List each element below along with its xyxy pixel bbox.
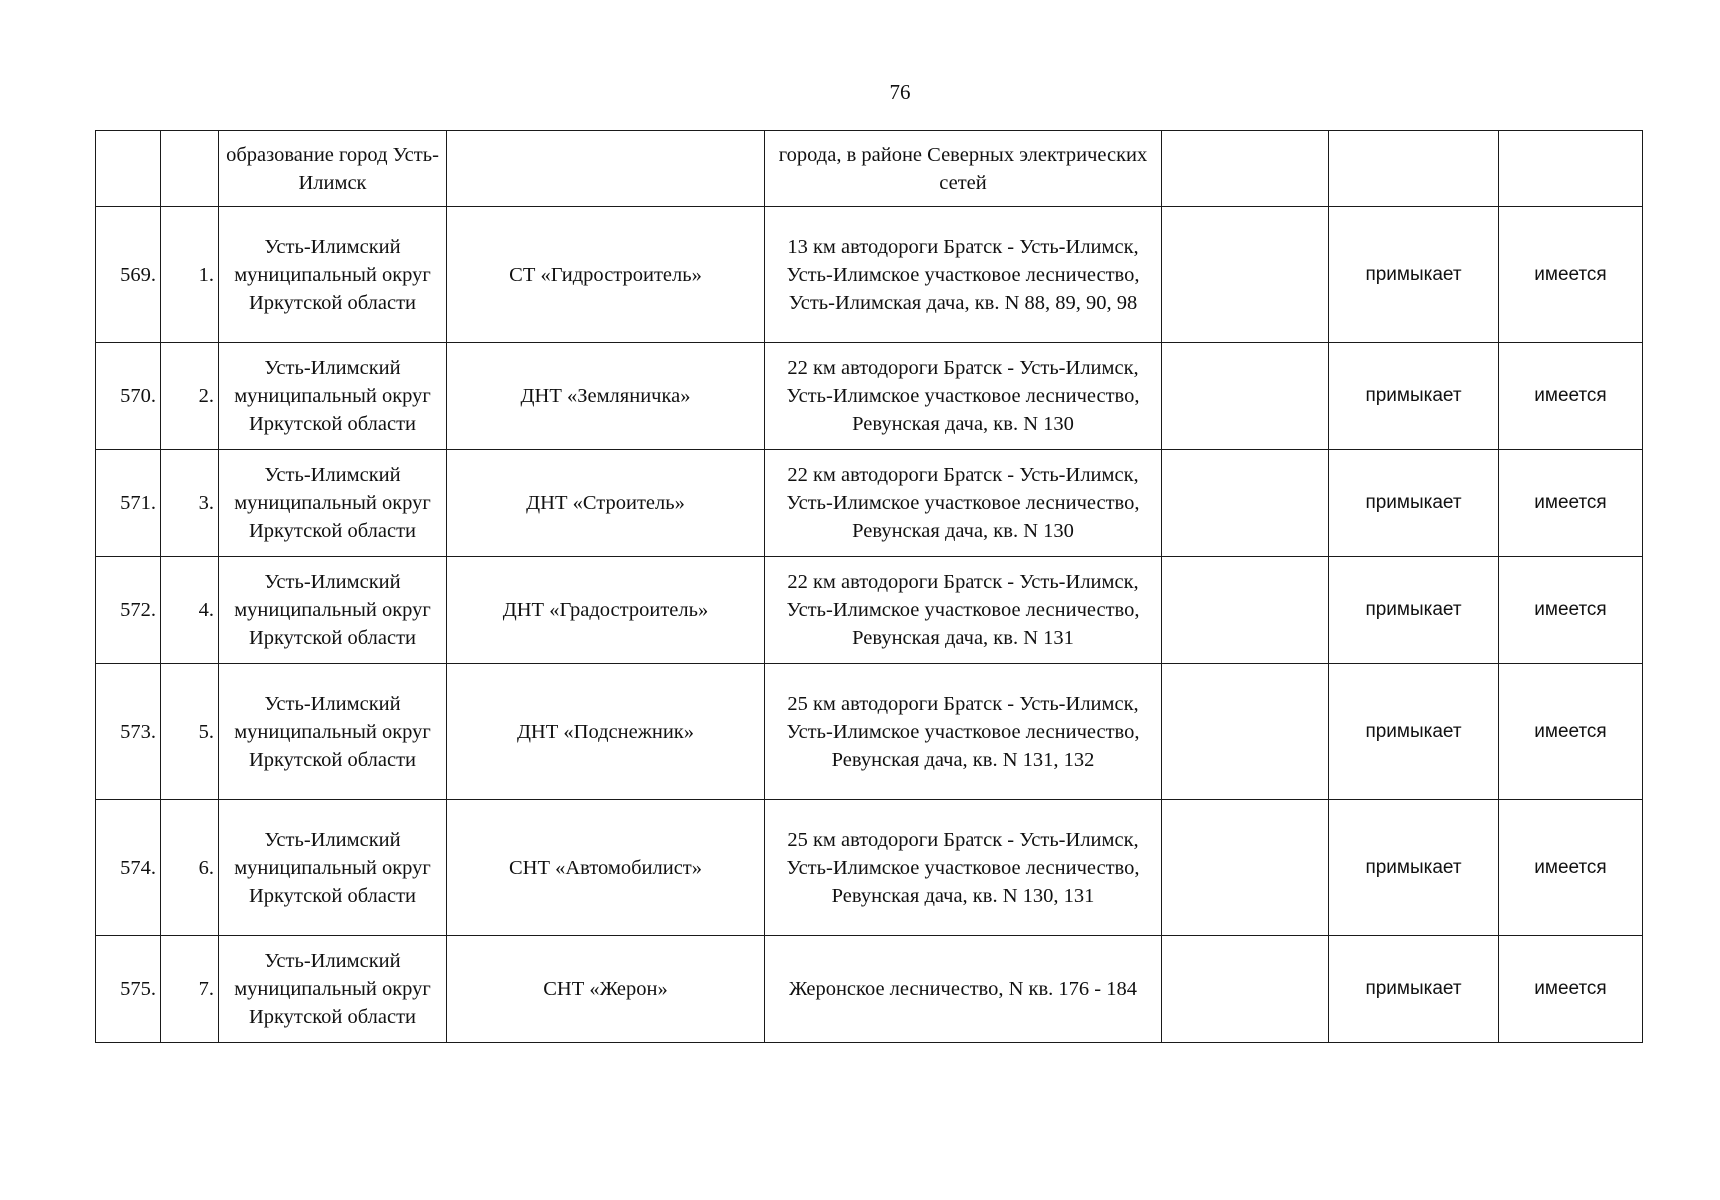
page-number: 76 <box>889 80 911 104</box>
continuation-row <box>96 131 1643 207</box>
cell-availability: имеется <box>1499 664 1643 800</box>
cell-availability: имеется <box>1499 450 1643 557</box>
cell-extra <box>1162 450 1329 557</box>
cell-num: 574. <box>96 800 161 936</box>
cell-extra <box>1162 343 1329 450</box>
cell-sub <box>161 131 219 207</box>
cell-status: примыкает <box>1329 207 1499 343</box>
cell-organization <box>447 131 765 207</box>
cell-status: примыкает <box>1329 450 1499 557</box>
cell-extra <box>1162 207 1329 343</box>
cell-organization: ДНТ «Подснежник» <box>447 664 765 800</box>
table-row <box>96 936 1643 1043</box>
cell-municipality: Усть-Илимский муниципальный округ Иркутской области <box>219 557 447 664</box>
cell-sub: 2. <box>161 343 219 450</box>
cell-location: 22 км автодороги Братск - Усть-Илимск, Усть-Илимское участковое лесничество, Ревунская дача, кв. N 130 <box>765 343 1162 450</box>
cell-availability: имеется <box>1499 557 1643 664</box>
cell-location: 25 км автодороги Братск - Усть-Илимск, Усть-Илимское участковое лесничество, Ревунская дача, кв. N 130, 131 <box>765 800 1162 936</box>
cell-availability: имеется <box>1499 207 1643 343</box>
cell-availability: имеется <box>1499 800 1643 936</box>
cell-organization: ДНТ «Градостроитель» <box>447 557 765 664</box>
cell-num <box>96 131 161 207</box>
cell-sub: 3. <box>161 450 219 557</box>
table-body <box>96 131 1643 1043</box>
cell-sub: 1. <box>161 207 219 343</box>
cell-num: 569. <box>96 207 161 343</box>
cell-location: 22 км автодороги Братск - Усть-Илимск, Усть-Илимское участковое лесничество, Ревунская дача, кв. N 131 <box>765 557 1162 664</box>
cell-status: примыкает <box>1329 664 1499 800</box>
cell-municipality: Усть-Илимский муниципальный округ Иркутской области <box>219 936 447 1043</box>
cell-organization: СНТ «Жерон» <box>447 936 765 1043</box>
cell-extra <box>1162 557 1329 664</box>
cell-organization: СНТ «Автомобилист» <box>447 800 765 936</box>
table-row <box>96 450 1643 557</box>
cell-municipality: Усть-Илимский муниципальный округ Иркутской области <box>219 664 447 800</box>
cell-municipality: Усть-Илимский муниципальный округ Иркутской области <box>219 343 447 450</box>
cell-sub: 7. <box>161 936 219 1043</box>
cell-sub: 4. <box>161 557 219 664</box>
table-row <box>96 343 1643 450</box>
settlements-table <box>95 130 1643 1043</box>
cell-location: 22 км автодороги Братск - Усть-Илимск, Усть-Илимское участковое лесничество, Ревунская дача, кв. N 130 <box>765 450 1162 557</box>
cell-num: 575. <box>96 936 161 1043</box>
cell-extra <box>1162 131 1329 207</box>
cell-num: 572. <box>96 557 161 664</box>
cell-organization: СТ «Гидростроитель» <box>447 207 765 343</box>
cell-status: примыкает <box>1329 557 1499 664</box>
cell-municipality: Усть-Илимский муниципальный округ Иркутской области <box>219 800 447 936</box>
cell-extra <box>1162 664 1329 800</box>
cell-sub: 6. <box>161 800 219 936</box>
cell-status <box>1329 131 1499 207</box>
cell-location: 25 км автодороги Братск - Усть-Илимск, Усть-Илимское участковое лесничество, Ревунская дача, кв. N 131, 132 <box>765 664 1162 800</box>
cell-status: примыкает <box>1329 800 1499 936</box>
table-row <box>96 557 1643 664</box>
cell-municipality: образование город Усть-Илимск <box>219 131 447 207</box>
cell-location: 13 км автодороги Братск - Усть-Илимск, Усть-Илимское участковое лесничество, Усть-Илимская дача, кв. N 88, 89, 90, 98 <box>765 207 1162 343</box>
table-row <box>96 207 1643 343</box>
cell-extra <box>1162 936 1329 1043</box>
table-row <box>96 800 1643 936</box>
cell-sub: 5. <box>161 664 219 800</box>
cell-num: 571. <box>96 450 161 557</box>
cell-municipality: Усть-Илимский муниципальный округ Иркутской области <box>219 207 447 343</box>
cell-num: 570. <box>96 343 161 450</box>
cell-status: примыкает <box>1329 936 1499 1043</box>
cell-availability: имеется <box>1499 936 1643 1043</box>
cell-organization: ДНТ «Земляничка» <box>447 343 765 450</box>
cell-location: Жеронское лесничество, N кв. 176 - 184 <box>765 936 1162 1043</box>
table-row <box>96 664 1643 800</box>
cell-num: 573. <box>96 664 161 800</box>
cell-availability <box>1499 131 1643 207</box>
cell-organization: ДНТ «Строитель» <box>447 450 765 557</box>
cell-extra <box>1162 800 1329 936</box>
cell-location: города, в районе Северных электрических сетей <box>765 131 1162 207</box>
cell-availability: имеется <box>1499 343 1643 450</box>
cell-status: примыкает <box>1329 343 1499 450</box>
cell-municipality: Усть-Илимский муниципальный округ Иркутской области <box>219 450 447 557</box>
